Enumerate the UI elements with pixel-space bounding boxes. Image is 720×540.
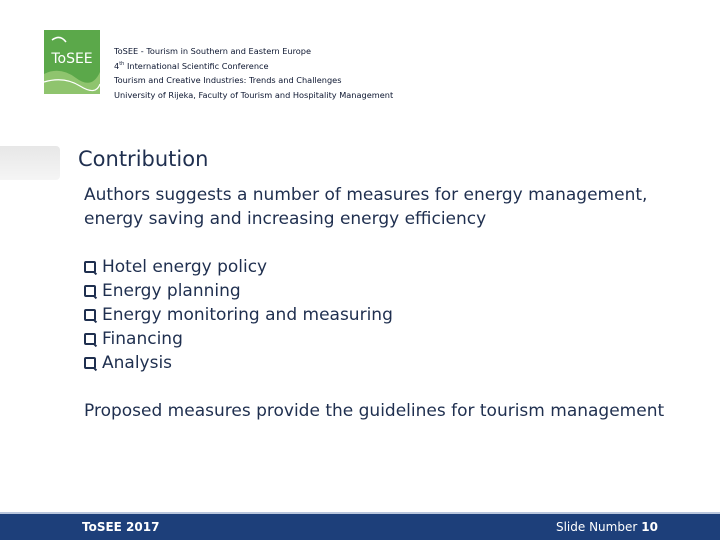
list-item: Analysis: [84, 351, 684, 375]
slide-body: [84, 183, 684, 423]
bullet-box-icon: [84, 357, 96, 369]
slide-footer: [0, 512, 720, 540]
header-line-4: University of Rijeka, Faculty of Tourism and Hospitality Management: [114, 89, 394, 100]
footer-conference-label: ToSEE 2017: [82, 520, 160, 534]
list-item: Financing: [84, 327, 684, 351]
title-accent-bar: [0, 146, 60, 180]
slide-title: Contribution: [78, 147, 209, 171]
outro-paragraph: Proposed measures provide the guidelines for tourism management: [84, 401, 665, 421]
measures-list: [84, 255, 684, 375]
logo-text: ToSEE: [51, 51, 93, 67]
list-item: Hotel energy policy: [84, 255, 684, 279]
bullet-box-icon: [84, 309, 96, 321]
list-item: Energy monitoring and measuring: [84, 303, 684, 327]
bullet-box-icon: [84, 333, 96, 345]
intro-paragraph: Authors suggests a number of measures for energy management, energy saving and increasing energy efficiency: [84, 185, 648, 229]
list-item: Energy planning: [84, 279, 684, 303]
tosee-logo: [40, 26, 104, 98]
header-line-1: ToSEE - Tourism in Southern and Eastern Europe: [114, 46, 312, 56]
bullet-box-icon: [84, 261, 96, 273]
bullet-box-icon: [84, 285, 96, 297]
slide-number: Slide Number 10: [555, 520, 658, 534]
header-line-3: Tourism and Creative Industries: Trends and Challenges: [114, 75, 342, 85]
header-line-2: 4th International Scientific Conference: [114, 60, 269, 71]
conference-header: [114, 44, 393, 102]
